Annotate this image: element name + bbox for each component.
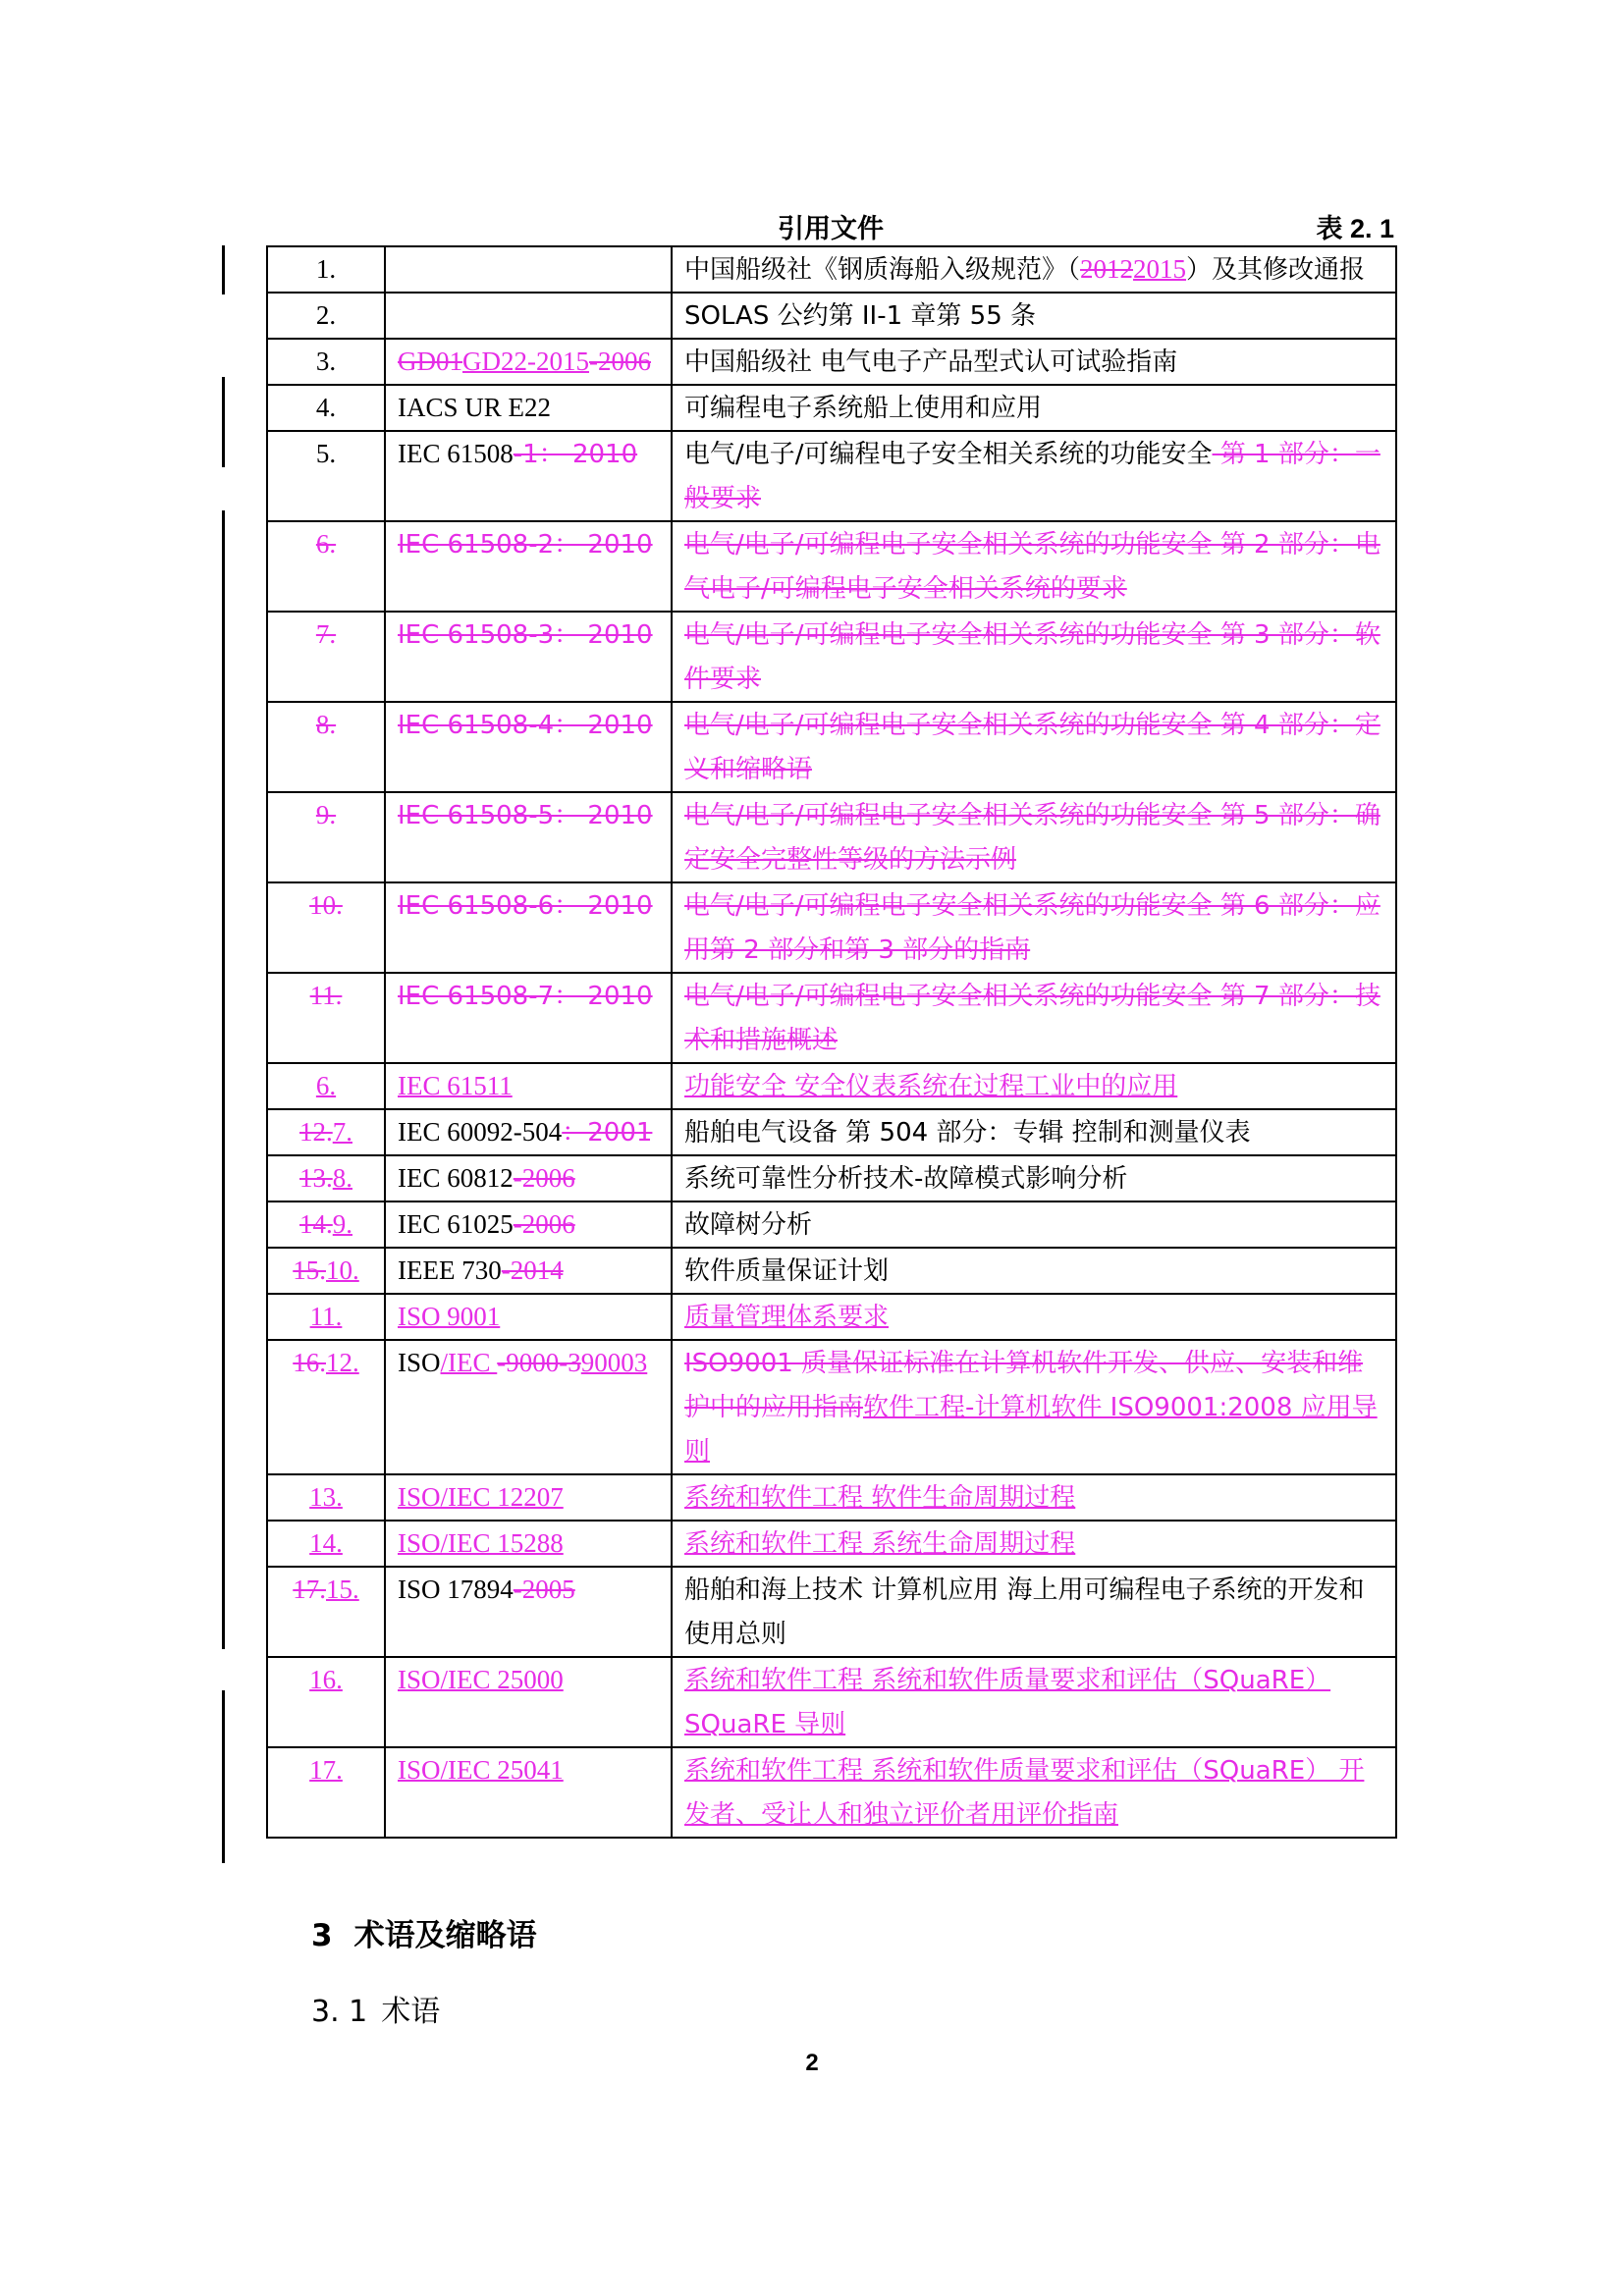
- row-number: [267, 385, 385, 431]
- table-row: [267, 339, 1396, 385]
- document-title: [672, 1201, 1396, 1248]
- inserted-text: 16.: [309, 1665, 343, 1694]
- inserted-text: ISO/IEC 12207: [398, 1482, 564, 1512]
- row-number: [267, 702, 385, 792]
- document-code: [385, 882, 672, 973]
- inserted-text: ISO/IEC 15288: [398, 1528, 564, 1558]
- deleted-text: 15.: [293, 1255, 326, 1285]
- deleted-text: -2006: [513, 1163, 575, 1193]
- deleted-text: -2005: [513, 1575, 575, 1604]
- deleted-text: 电气/电子/可编程电子安全相关系统的功能安全 第 7 部分：技术和措施概述: [684, 982, 1380, 1055]
- document-title: [672, 385, 1396, 431]
- change-bar: [222, 245, 225, 294]
- row-number: [267, 1747, 385, 1838]
- deleted-text: IEC 61508-2： 2010: [398, 530, 653, 560]
- inserted-text: 质量管理体系要求: [684, 1303, 890, 1332]
- deleted-text: 电气/电子/可编程电子安全相关系统的功能安全 第 5 部分：确定安全完整性等级的方法示例: [684, 801, 1380, 875]
- document-title: [672, 702, 1396, 792]
- cell-text: 故障树分析: [684, 1210, 813, 1240]
- cell-text: 系统可靠性分析技术-故障模式影响分析: [684, 1164, 1128, 1194]
- table-row: [267, 1201, 1396, 1248]
- document-code: [385, 1474, 672, 1521]
- cell-text: 船舶电气设备 第 504 部分：专辑 控制和测量仪表: [684, 1118, 1251, 1148]
- document-code: [385, 1248, 672, 1294]
- document-code: [385, 1657, 672, 1747]
- row-number: [267, 1294, 385, 1340]
- inserted-text: 2015: [1133, 254, 1187, 284]
- change-bar: [222, 1690, 225, 1863]
- deleted-text: -2006: [589, 347, 651, 376]
- document-code: [385, 612, 672, 702]
- row-number: [267, 1521, 385, 1567]
- document-title: [672, 1155, 1396, 1201]
- deleted-text: 电气/电子/可编程电子安全相关系统的功能安全 第 4 部分：定义和缩略语: [684, 711, 1380, 784]
- row-number: [267, 1657, 385, 1747]
- deleted-text: IEC 61508-6： 2010: [398, 891, 653, 921]
- row-number: [267, 1109, 385, 1155]
- section-number: 3: [311, 1918, 333, 1953]
- document-title: [672, 1474, 1396, 1521]
- deleted-text: 13.: [299, 1163, 333, 1193]
- deleted-text: -9000-3: [497, 1348, 581, 1377]
- deleted-text: 2012: [1080, 254, 1134, 284]
- document-code: [385, 1340, 672, 1474]
- row-number: [267, 1340, 385, 1474]
- document-code: [385, 973, 672, 1063]
- document-title: [672, 792, 1396, 882]
- cell-text: 4.: [315, 393, 337, 422]
- inserted-text: 系统和软件工程 软件生命周期过程: [684, 1483, 1076, 1513]
- inserted-text: 系统和软件工程 系统和软件质量要求和评估（SQuaRE） SQuaRE 导则: [684, 1666, 1331, 1739]
- table-row: [267, 1521, 1396, 1567]
- inserted-text: IEC 61511: [398, 1071, 513, 1100]
- table-row: [267, 1474, 1396, 1521]
- row-number: [267, 431, 385, 521]
- document-title: [672, 431, 1396, 521]
- row-number: [267, 1248, 385, 1294]
- deleted-text: 6.: [315, 529, 337, 559]
- cell-text: IEEE 730: [398, 1255, 502, 1285]
- inserted-text: 系统和软件工程 系统和软件质量要求和评估（SQuaRE） 开发者、受让人和独立评价者用评价指南: [684, 1756, 1365, 1830]
- table-row: [267, 1063, 1396, 1109]
- inserted-text: ISO/IEC 25041: [398, 1755, 564, 1785]
- document-code: [385, 521, 672, 612]
- cell-text: 2.: [315, 300, 337, 330]
- inserted-text: 17.: [309, 1755, 343, 1785]
- inserted-text: 7.: [332, 1117, 352, 1147]
- deleted-text: 电气/电子/可编程电子安全相关系统的功能安全 第 2 部分：电气电子/可编程电子安全相关系统的要求: [684, 530, 1380, 604]
- deleted-text: 16.: [293, 1348, 326, 1377]
- document-title: [672, 1109, 1396, 1155]
- deleted-text: IEC 61508-3： 2010: [398, 620, 653, 650]
- row-number: [267, 612, 385, 702]
- inserted-text: 14.: [309, 1528, 343, 1558]
- deleted-text: 电气/电子/可编程电子安全相关系统的功能安全 第 6 部分：应用第 2 部分和第 3 部分的指南: [684, 891, 1380, 965]
- cell-text: 中国船级社《钢质海船入级规范》（: [684, 255, 1081, 285]
- cell-text: IEC 61025: [398, 1209, 514, 1239]
- cell-text: 1.: [315, 254, 337, 284]
- row-number: [267, 882, 385, 973]
- document-code: [385, 385, 672, 431]
- table-row: [267, 521, 1396, 612]
- document-title: [672, 973, 1396, 1063]
- document-title: [672, 612, 1396, 702]
- document-title: [672, 1657, 1396, 1747]
- document-title: [672, 1567, 1396, 1657]
- deleted-text: -2014: [501, 1255, 564, 1285]
- document-title: [672, 1063, 1396, 1109]
- document-title: [672, 293, 1396, 339]
- deleted-text: 7.: [315, 619, 337, 649]
- cell-text: IEC 60812: [398, 1163, 514, 1193]
- document-code: [385, 1155, 672, 1201]
- inserted-text: /IEC: [440, 1348, 498, 1377]
- document-code: [385, 1201, 672, 1248]
- row-number: [267, 521, 385, 612]
- inserted-text: 11.: [309, 1302, 343, 1331]
- cell-text: SOLAS 公约第 II-1 章第 55 条: [684, 301, 1037, 331]
- deleted-text: ISO9001 质量保证标准在计算机软件开发、供应、安装和维护中的应用指南: [684, 1349, 1364, 1422]
- table-row: [267, 612, 1396, 702]
- row-number: [267, 792, 385, 882]
- document-code: [385, 431, 672, 521]
- document-code: [385, 293, 672, 339]
- change-bar: [222, 377, 225, 467]
- table-row: [267, 1657, 1396, 1747]
- document-code: [385, 1109, 672, 1155]
- table-row: [267, 293, 1396, 339]
- table-caption: [267, 203, 1394, 242]
- deleted-text: IEC 61508-4： 2010: [398, 711, 653, 740]
- inserted-text: 15.: [326, 1575, 359, 1604]
- document-code: [385, 1063, 672, 1109]
- document-title: [672, 1340, 1396, 1474]
- deleted-text: 第 1 部分：一般要求: [684, 440, 1380, 513]
- section-title: 术语及缩略语: [353, 1918, 537, 1953]
- cell-text: IEC 61508: [398, 439, 514, 468]
- subsection-title: 术语: [381, 1995, 441, 2029]
- page-number: 2: [805, 2050, 819, 2076]
- cell-text: ISO: [398, 1348, 441, 1377]
- document-title: [672, 1521, 1396, 1567]
- document-code: [385, 1567, 672, 1657]
- row-number: [267, 1063, 385, 1109]
- document-title: [672, 882, 1396, 973]
- cell-text: 软件质量保证计划: [684, 1256, 890, 1286]
- cell-text: 可编程电子系统船上使用和应用: [684, 394, 1043, 423]
- cell-text: 5.: [315, 439, 337, 468]
- row-number: [267, 1474, 385, 1521]
- subsection-heading: [311, 1987, 440, 2030]
- document-code: [385, 339, 672, 385]
- references-table: [266, 245, 1397, 1839]
- row-number: [267, 1567, 385, 1657]
- inserted-text: 10.: [326, 1255, 359, 1285]
- deleted-text: 8.: [315, 710, 337, 739]
- cell-text: IACS UR E22: [398, 393, 552, 422]
- cell-text: 船舶和海上技术 计算机应用 海上用可编程电子系统的开发和使用总则: [684, 1575, 1365, 1649]
- inserted-text: 12.: [326, 1348, 359, 1377]
- document-code: [385, 702, 672, 792]
- deleted-text: 电气/电子/可编程电子安全相关系统的功能安全 第 3 部分：软件要求: [684, 620, 1380, 694]
- table-row: [267, 882, 1396, 973]
- table-row: [267, 973, 1396, 1063]
- change-bar: [222, 510, 225, 1649]
- inserted-text: 功能安全 安全仪表系统在过程工业中的应用: [684, 1072, 1178, 1101]
- deleted-text: 11.: [309, 981, 343, 1010]
- cell-text: ISO 17894: [398, 1575, 514, 1604]
- table-row: [267, 385, 1396, 431]
- document-title: [672, 339, 1396, 385]
- inserted-text: ISO 9001: [398, 1302, 501, 1331]
- table-title: 引用文件: [778, 214, 884, 243]
- row-number: [267, 1155, 385, 1201]
- deleted-text: 17.: [293, 1575, 326, 1604]
- row-number: [267, 339, 385, 385]
- cell-text: 3.: [315, 347, 337, 376]
- deleted-text: IEC 61508-5： 2010: [398, 801, 653, 830]
- deleted-text: 12.: [299, 1117, 333, 1147]
- row-number: [267, 1201, 385, 1248]
- table-row: [267, 1340, 1396, 1474]
- cell-text: IEC 60092-504: [398, 1117, 563, 1147]
- table-row: [267, 431, 1396, 521]
- inserted-text: 6.: [315, 1071, 337, 1100]
- inserted-text: 90003: [580, 1348, 648, 1377]
- document-code: [385, 1294, 672, 1340]
- inserted-text: 软件工程-计算机软件 ISO9001:2008 应用导则: [684, 1393, 1378, 1467]
- deleted-text: ：2001: [562, 1118, 653, 1148]
- document-title: [672, 246, 1396, 293]
- inserted-text: GD22-2015: [462, 347, 589, 376]
- deleted-text: IEC 61508-7： 2010: [398, 982, 653, 1011]
- table-row: [267, 1248, 1396, 1294]
- table-row: [267, 702, 1396, 792]
- table-number: 表 2. 1: [1316, 214, 1394, 243]
- row-number: [267, 973, 385, 1063]
- table-row: [267, 1109, 1396, 1155]
- row-number: [267, 293, 385, 339]
- inserted-text: 8.: [332, 1163, 352, 1193]
- table-row: [267, 792, 1396, 882]
- table-row: [267, 1747, 1396, 1838]
- document-title: [672, 1294, 1396, 1340]
- inserted-text: 系统和软件工程 系统生命周期过程: [684, 1529, 1076, 1559]
- document-code: [385, 1747, 672, 1838]
- document-code: [385, 1521, 672, 1567]
- table-row: [267, 1294, 1396, 1340]
- deleted-text: -1： 2010: [513, 440, 638, 469]
- subsection-number: 3. 1: [311, 1995, 368, 2029]
- document-code: [385, 246, 672, 293]
- table-row: [267, 1567, 1396, 1657]
- inserted-text: 9.: [332, 1209, 352, 1239]
- document-title: [672, 1248, 1396, 1294]
- deleted-text: 9.: [315, 800, 337, 829]
- section-heading: [311, 1910, 537, 1954]
- document-title: [672, 1747, 1396, 1838]
- inserted-text: ISO/IEC 25000: [398, 1665, 564, 1694]
- deleted-text: -2006: [513, 1209, 575, 1239]
- document-code: [385, 792, 672, 882]
- deleted-text: 10.: [309, 890, 343, 920]
- cell-text: 电气/电子/可编程电子安全相关系统的功能安全: [684, 440, 1213, 469]
- document-title: [672, 521, 1396, 612]
- cell-text: 中国船级社 电气电子产品型式认可试验指南: [684, 347, 1178, 377]
- row-number: [267, 246, 385, 293]
- table-row: [267, 246, 1396, 293]
- table-row: [267, 1155, 1396, 1201]
- deleted-text: 14.: [299, 1209, 333, 1239]
- cell-text: ）及其修改通报: [1186, 255, 1366, 285]
- deleted-text: GD01: [398, 347, 462, 376]
- inserted-text: 13.: [309, 1482, 343, 1512]
